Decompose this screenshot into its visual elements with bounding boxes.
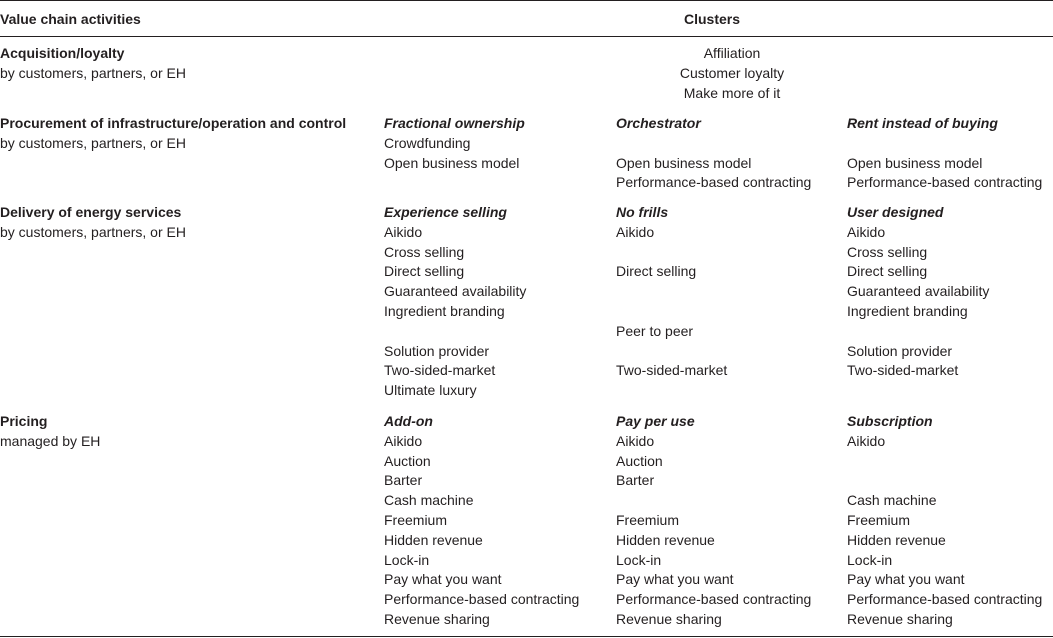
cluster-item: Lock-in [384,551,430,568]
cluster-item [616,134,811,154]
cluster-item: Open business model [616,154,752,171]
cluster-item: Pay what you want [847,571,965,588]
cluster-heading: User designed [847,204,944,220]
cluster-item: Direct selling [616,263,697,280]
pricing-cluster-2 [616,412,811,630]
cluster-item: Guaranteed availability [847,283,990,300]
cluster-item [616,302,727,322]
cluster-item [847,471,1042,491]
header-clusters: Clusters [684,11,741,27]
cluster-item: Aikido [384,223,423,240]
cluster-item: Make more of it [683,84,781,101]
cluster-item: Open business model [384,154,520,171]
cluster-item [847,452,1042,472]
row-delivery-activity [0,203,186,243]
pricing-cluster-1 [384,412,579,630]
cluster-item: Barter [384,472,423,489]
cluster-item [616,342,727,362]
activity-subtitle: by customers, partners, or EH [0,223,186,240]
activity-title: Acquisition/loyalty [0,45,125,61]
cluster-item: Direct selling [847,263,928,280]
table-header-rule [0,36,1053,37]
activity-title: Pricing [0,413,48,429]
cluster-item: Freemium [384,511,448,528]
cluster-item: Ingredient branding [384,302,505,319]
cluster-item: Two-sided-market [384,362,496,379]
cluster-item: Freemium [847,511,911,528]
cluster-item: Auction [616,452,663,469]
cluster-item [616,243,727,263]
activity-title: Procurement of infrastructure/operation and control [0,115,347,131]
cluster-item: Hidden revenue [384,531,483,548]
activity-subtitle: managed by EH [0,432,101,449]
cluster-item [384,173,525,193]
cluster-item: Guaranteed availability [384,283,527,300]
cluster-item: Cash machine [384,492,474,509]
cluster-item: Open business model [847,154,983,171]
cluster-item: Crowdfunding [384,134,471,151]
cluster-item: Lock-in [616,551,662,568]
cluster-item: Performance-based contracting [847,174,1043,191]
cluster-item: Revenue sharing [384,610,490,627]
cluster-item: Performance-based contracting [847,591,1043,608]
delivery-cluster-2 [616,203,727,401]
cluster-heading: Pay per use [616,413,695,429]
cluster-item: Aikido [384,432,423,449]
table-bottom-rule [0,636,1053,637]
cluster-item: Lock-in [847,551,893,568]
cluster-item: Pay what you want [384,571,502,588]
row-procurement-activity [0,114,346,154]
row-acquisition-activity [0,44,186,84]
cluster-item: Hidden revenue [847,531,946,548]
procurement-cluster-3 [847,114,1042,193]
cluster-heading: Subscription [847,413,933,429]
cluster-heading: Fractional ownership [384,115,525,131]
cluster-item: Solution provider [847,342,953,359]
cluster-item [847,381,989,401]
row-acquisition-clusters [632,44,832,103]
header-value-chain-activities: Value chain activities [0,11,141,27]
cluster-item: Solution provider [384,342,490,359]
cluster-item: Cross selling [847,243,928,260]
cluster-item: Hidden revenue [616,531,715,548]
cluster-heading: No frills [616,204,669,220]
cluster-item [847,134,1042,154]
cluster-item: Ingredient branding [847,302,968,319]
cluster-item: Auction [384,452,431,469]
cluster-item: Customer loyalty [679,64,785,81]
cluster-heading: Orchestrator [616,115,701,131]
row-pricing-activity [0,412,100,452]
cluster-item: Aikido [616,223,655,240]
cluster-item: Two-sided-market [847,362,959,379]
pricing-cluster-3 [847,412,1042,630]
cluster-item: Pay what you want [616,571,734,588]
cluster-item: Aikido [847,432,886,449]
cluster-item: Cross selling [384,243,465,260]
cluster-item: Aikido [847,223,886,240]
cluster-item: Performance-based contracting [616,174,812,191]
cluster-heading: Add-on [384,413,433,429]
activity-subtitle: by customers, partners, or EH [0,64,186,81]
cluster-heading: Experience selling [384,204,507,220]
cluster-item: Performance-based contracting [384,591,580,608]
cluster-item: Cash machine [847,492,937,509]
cluster-item: Revenue sharing [847,610,953,627]
cluster-heading: Rent instead of buying [847,115,998,131]
cluster-item [616,491,811,511]
cluster-item: Direct selling [384,263,465,280]
cluster-item: Peer to peer [616,322,694,339]
cluster-item: Aikido [616,432,655,449]
cluster-item: Revenue sharing [616,610,722,627]
cluster-item [847,322,989,342]
cluster-item: Affiliation [703,45,761,61]
cluster-item [384,322,526,342]
cluster-item: Ultimate luxury [384,382,477,399]
delivery-cluster-1 [384,203,526,401]
delivery-cluster-3 [847,203,989,401]
cluster-item: Freemium [616,511,680,528]
procurement-cluster-1 [384,114,525,193]
cluster-item [616,282,727,302]
cluster-item: Two-sided-market [616,362,728,379]
activity-subtitle: by customers, partners, or EH [0,134,186,151]
cluster-item [616,381,727,401]
cluster-item: Barter [616,472,655,489]
procurement-cluster-2 [616,114,811,193]
cluster-item: Performance-based contracting [616,591,812,608]
table-top-rule [0,0,1053,1]
activity-title: Delivery of energy services [0,204,182,220]
